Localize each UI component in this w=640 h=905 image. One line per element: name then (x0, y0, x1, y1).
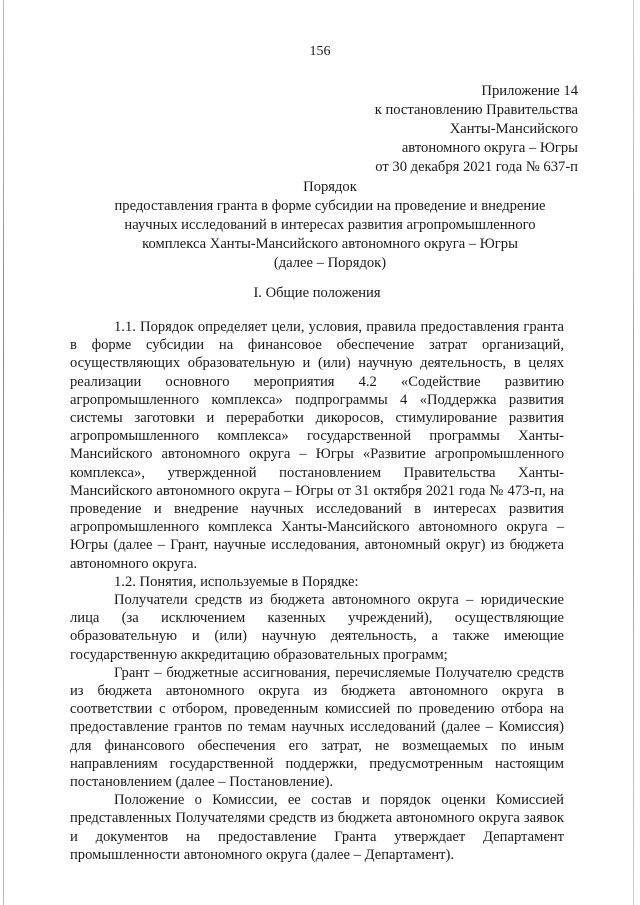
scan-edge-right (633, 0, 634, 905)
paragraph: 1.1. Порядок определяет цели, условия, правила предоставления гранта в форме субсидии на финансовое обеспечение затрат организаций, осуществляющих образовательную и (или) научную деятельность, в целях реализации основного мероприятия 4.2 «Содействие развитию агропромышленного комплекса» подпрограммы 4 «Поддержка развития системы заготовки и переработки дикоросов, стимулирование развития агропромышленного комплекса» государственной программы Ханты-Мансийского автономного округа – Югры «Развитие агропромышленного комплекса», утвержденной постановлением Правительства Ханты-Мансийского автономного округа – Югры от 31 октября 2021 года № 473-п, на проведение и внедрение научных исследований в интересах развития агропромышленного комплекса Ханты-Мансийского автономного округа – Югры (далее – Грант, научные исследования, автономный округ) из бюджета автономного округа. (70, 319, 564, 572)
appendix-line: к постановлению Правительства (374, 102, 578, 118)
title-heading: Порядок (303, 179, 357, 195)
body-text (70, 318, 564, 864)
paragraph: Положение о Комиссии, ее состав и порядок оценки Комиссией представленных Получателями средств из бюджета автономного округа заявок и документов на предоставление Гранта утверждает Департамент промышленности автономного округа (далее – Департамент). (70, 792, 564, 863)
document-title (96, 178, 564, 273)
appendix-block (375, 82, 578, 177)
title-line: научных исследований в интересах развития агропромышленного (124, 217, 536, 233)
page-number: 156 (309, 44, 331, 59)
title-line: комплекса Ханты-Мансийского автономного округа – Югры (142, 236, 518, 252)
paragraph: 1.2. Понятия, используемые в Порядке: (114, 573, 359, 590)
paragraph: Грант – бюджетные ассигнования, перечисляемые Получателю средств из бюджета автономного округа из бюджета автономного округа в соответствии с отбором, проведенным комиссией по проведению отбора на предоставление грантов по темам научных исследований (далее – Комиссия) для финансового обеспечения его затрат, не возмещаемых по иным направлениям государственной поддержки, предусмотренным настоящим постановлением (далее – Постановление). (70, 664, 564, 791)
appendix-line: Приложение 14 (481, 83, 578, 99)
appendix-line: от 30 декабря 2021 года № 637-п (375, 159, 578, 175)
paragraph: Получатели средств из бюджета автономного округа – юридические лица (за исключением казенных учреждений), осуществляющие образовательную и (или) научную деятельность, а также имеющие государственную аккредитацию образовательных программ; (70, 592, 564, 663)
section-heading: I. Общие положения (253, 285, 381, 301)
appendix-line: автономного округа – Югры (401, 140, 578, 156)
scan-edge-left (3, 0, 4, 905)
appendix-line: Ханты-Мансийского (449, 121, 578, 137)
title-line: (далее – Порядок) (273, 255, 387, 271)
title-line: предоставления гранта в форме субсидии на проведение и внедрение (114, 198, 546, 214)
